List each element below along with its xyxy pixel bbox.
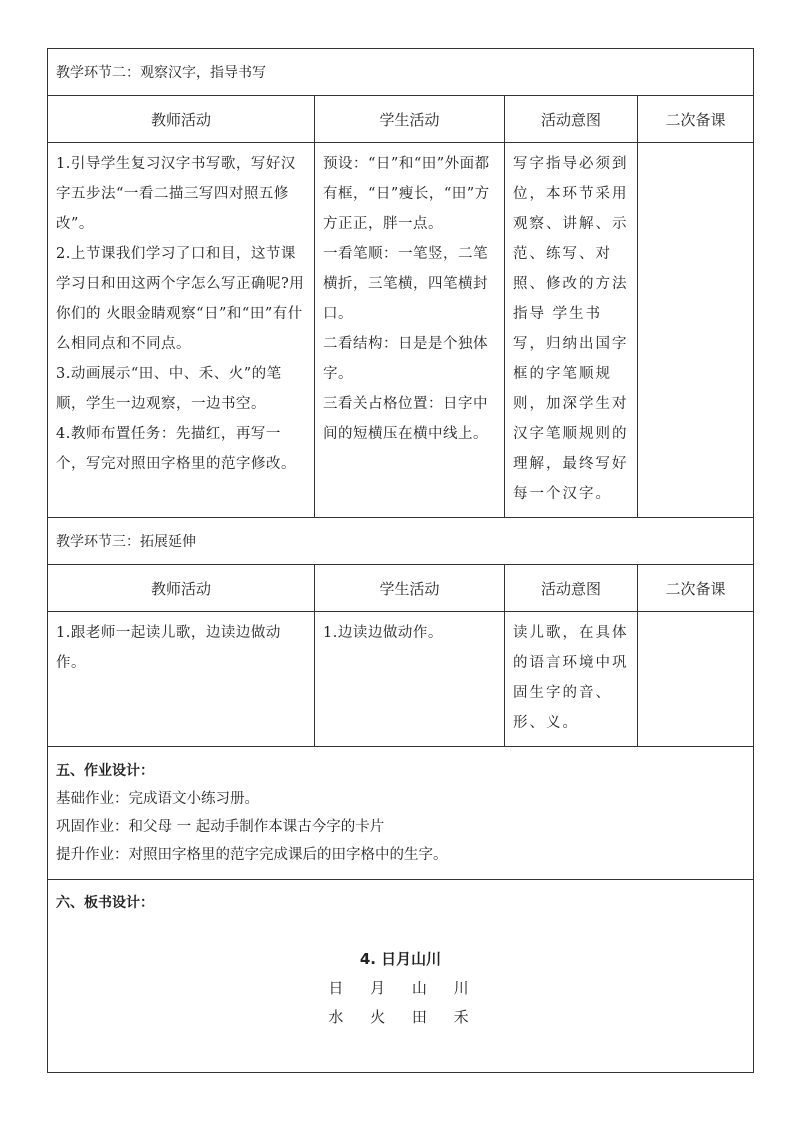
header-activity-intent: 活动意图 — [505, 565, 638, 612]
homework-section — [48, 747, 754, 880]
teacher-step-2: 2.上节课我们学习了口和目，这节课学习日和田这两个字怎么写正确呢?用你们的 火眼金睛观察“日”和“田”有什么相同点和不同点。 — [56, 246, 305, 352]
section3-teacher-cell: 1.跟老师一起读儿歌，边读边做动作。 — [48, 612, 315, 747]
homework-item-basic: 基础作业：完成语文小练习册。 — [56, 791, 259, 807]
header-second-prep: 二次备课 — [638, 565, 754, 612]
section2-second-prep-cell — [638, 143, 754, 518]
homework-item-consolidate: 巩固作业：和父母 一 起动手制作本课古今字的卡片 — [56, 819, 385, 835]
lesson-plan-table — [47, 48, 754, 1073]
student-note-3: 二看结构：日是是个独体字。 — [323, 336, 488, 382]
section2-teacher-cell — [48, 143, 315, 518]
teacher-step-4: 4.教师布置任务：先描红，再写一个，写完对照田字格里的范字修改。 — [56, 426, 296, 472]
header-second-prep: 二次备课 — [638, 96, 754, 143]
section3-student-cell: 1.边读边做动作。 — [315, 612, 505, 747]
section3-intent-cell: 读儿歌，在具体的语言环境中巩固生字的音、形、义。 — [505, 612, 638, 747]
student-note-1: 预设：“日”和“田”外面都有框，“日”瘦长，“田”方方正正，胖一点。 — [323, 156, 490, 232]
section2-title: 教学环节二：观察汉字，指导书写 — [48, 49, 754, 96]
homework-title: 五、作业设计： — [56, 763, 154, 779]
board-line-2: 水 火 田 禾 — [328, 1008, 473, 1026]
board-lesson-title: 4. 日月山川 — [359, 950, 442, 968]
homework-item-advance: 提升作业：对照田字格里的范字完成课后的田字格中的生字。 — [56, 847, 448, 863]
header-activity-intent: 活动意图 — [505, 96, 638, 143]
student-note-4: 三看关占格位置：日字中间的短横压在横中线上。 — [323, 396, 488, 442]
section2-intent-cell: 写字指导必须到位，本环节采用观察、讲解、示范、练写、对照、修改的方法指导 学生书写，归纳出国字框的字笔顺规则，加深学生对汉字笔顺规则的理解，最终写好每一个汉字。 — [505, 143, 638, 518]
board-design-title: 六、板书设计： — [56, 895, 154, 911]
section3-second-prep-cell — [638, 612, 754, 747]
header-teacher-activity: 教师活动 — [48, 565, 315, 612]
board-line-1: 日 月 山 川 — [328, 979, 473, 997]
teacher-step-1: 1.引导学生复习汉字书写歌，写好汉字五步法“一看二描三写四对照五修改”。 — [56, 156, 296, 232]
header-student-activity: 学生活动 — [315, 565, 505, 612]
section2-student-cell — [315, 143, 505, 518]
header-student-activity: 学生活动 — [315, 96, 505, 143]
board-design-section — [48, 880, 754, 1073]
student-note-2: 一看笔顺：一笔竖，二笔横折，三笔横，四笔横封口。 — [323, 246, 488, 322]
section3-title: 教学环节三：拓展延伸 — [48, 518, 754, 565]
header-teacher-activity: 教师活动 — [48, 96, 315, 143]
teacher-step-3: 3.动画展示“田、中、禾、火”的笔顺，学生一边观察，一边书空。 — [56, 366, 282, 412]
